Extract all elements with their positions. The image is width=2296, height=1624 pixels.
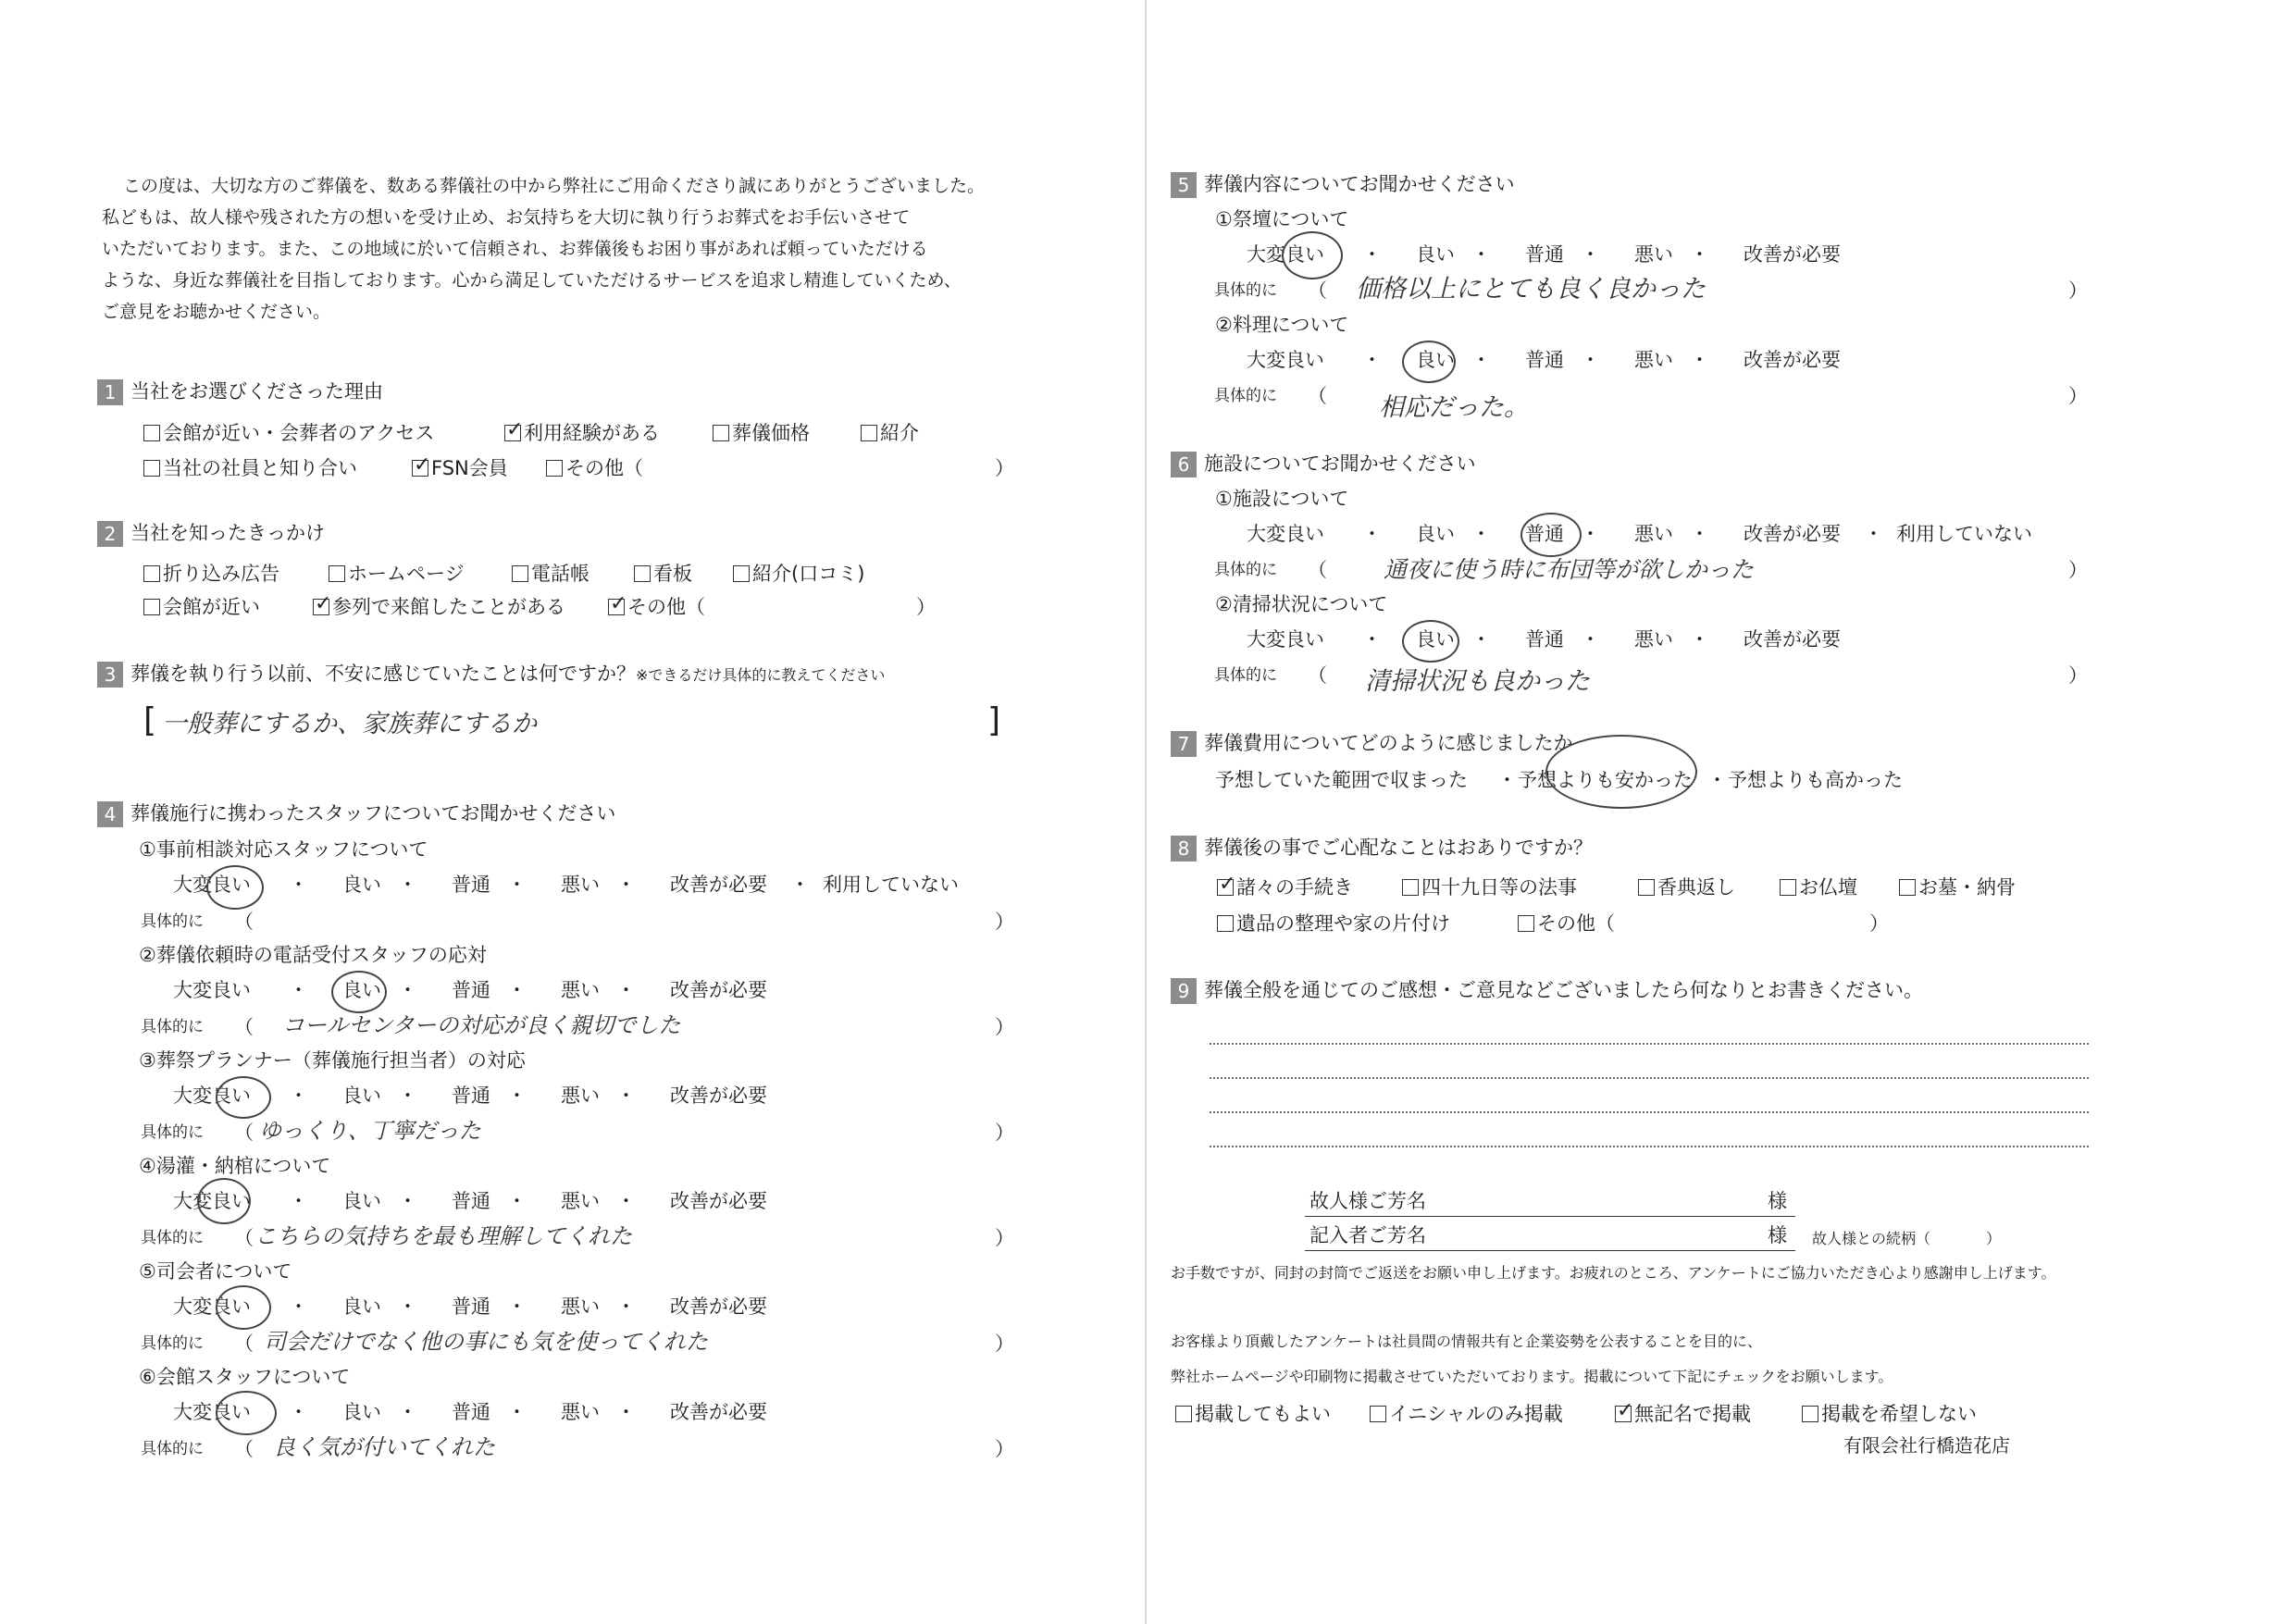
right-page [1171, 0, 2096, 1624]
open-paren: （ [234, 1016, 254, 1038]
q2-option-word-of-mouth[interactable]: 紹介(口コミ) [733, 559, 864, 587]
deceased-name-label: 故人様ご芳名 [1309, 1190, 1426, 1212]
close-paren: ） [995, 457, 1014, 479]
handwritten-answer[interactable]: 清掃状況も良かった [1365, 667, 1590, 696]
q3-heading [97, 662, 885, 688]
intro-line: ような、身近な葬儀社を目指しております。心から満足していただけるサービスを追求し精進していくため、 [102, 270, 962, 291]
checkbox-icon[interactable] [1780, 879, 1796, 896]
q3-note: ※できるだけ具体的に教えてください [636, 666, 886, 684]
q7-option-in-range: 予想していた範囲で収まった [1215, 769, 1468, 791]
close-paren: ） [1869, 912, 1889, 935]
return-note: お手数ですが、同封の封筒でご返送をお願い申し上げます。お疲れのところ、アンケートにご協力いただき心より感謝申し上げます。 [1171, 1264, 2056, 1282]
q2-option-near-hall[interactable]: 会館が近い [143, 592, 260, 620]
q8-heading [1171, 836, 1593, 862]
handwritten-answer[interactable]: 司会だけでなく他の事にも気を使ってくれた [264, 1329, 708, 1355]
close-paren: ） [995, 1016, 1014, 1038]
rating-row[interactable]: 大変良い ・ 良い ・ 普通 ・ 悪い ・ 改善が必要 ・ 利用していない [1247, 523, 2032, 545]
underline [1712, 1250, 1795, 1251]
left-page [97, 0, 1041, 1624]
handwritten-answer[interactable]: こちらの気持ちを最も理解してくれた [254, 1223, 632, 1249]
close-paren: ） [916, 596, 936, 618]
detail-label: 具体的に [141, 1440, 204, 1458]
rating-row[interactable]: 大変良い ・ 良い ・ 普通 ・ 悪い ・ 改善が必要 [1247, 243, 1841, 266]
q2-option-other[interactable]: ✓ その他（ [608, 592, 705, 620]
comment-line[interactable] [1210, 1146, 2089, 1147]
publish-note-1: お客様より頂戴したアンケートは社員間の情報共有と企業姿勢を公表することを目的に、 [1171, 1333, 1763, 1350]
writer-name-line[interactable] [1305, 1250, 1721, 1251]
page-fold [1145, 0, 1147, 1624]
deceased-name-line[interactable] [1305, 1216, 1721, 1217]
selection-circle [1402, 341, 1456, 383]
q5-number: 5 [1171, 172, 1197, 198]
publish-option-allow[interactable]: 掲載してもよい [1175, 1399, 1331, 1427]
q8-number: 8 [1171, 836, 1197, 862]
writer-name-label: 記入者ご芳名 [1309, 1224, 1426, 1246]
q4-number: 4 [97, 801, 123, 827]
detail-label: 具体的に [141, 1334, 204, 1353]
underline [1712, 1216, 1795, 1217]
q1-option-access[interactable]: 会館が近い・会葬者のアクセス [143, 418, 434, 446]
q4-item-label: ⑤司会者について [139, 1260, 292, 1283]
q1-option-experience[interactable]: ✓ 利用経験がある [504, 418, 660, 446]
checkbox-icon[interactable] [1638, 879, 1655, 896]
checkbox-icon[interactable] [143, 460, 160, 477]
checkbox-checked-icon[interactable] [1217, 879, 1234, 896]
checkbox-icon[interactable] [143, 425, 160, 441]
q4-item-label: ①事前相談対応スタッフについて [139, 838, 428, 861]
open-paren: （ [234, 1227, 254, 1249]
q7-options[interactable]: 予想していた範囲で収まった ・予想よりも安かった ・予想よりも高かった [1215, 769, 1903, 791]
checkbox-icon[interactable] [1370, 1406, 1386, 1422]
q3-handwritten-answer[interactable]: 一般葬にするか、家族葬にするか [162, 710, 537, 738]
close-paren: ） [2068, 279, 2088, 302]
q2-option-flyer[interactable]: 折り込み広告 [143, 559, 279, 587]
q8-option-return-gift[interactable]: 香典返し [1638, 873, 1735, 900]
open-paren: （ [234, 1438, 254, 1460]
open-paren: （ [234, 911, 254, 933]
q2-option-attended[interactable]: ✓ 参列で来館したことがある [313, 592, 565, 620]
comment-line[interactable] [1210, 1043, 2089, 1045]
q7-number: 7 [1171, 731, 1197, 757]
q8-option-grave[interactable]: お墓・納骨 [1899, 873, 2016, 900]
publish-option-anonymous[interactable]: ✓ 無記名で掲載 [1615, 1399, 1751, 1427]
q4-item-label: ③葬祭プランナー（葬儀施行担当者）の対応 [139, 1049, 526, 1072]
rating-row[interactable]: 大変良い ・ 良い ・ 普通 ・ 悪い ・ 改善が必要 [173, 979, 767, 1001]
open-paren: （ [1308, 279, 1327, 302]
q8-option-procedures[interactable]: ✓諸々の手続き [1217, 873, 1353, 900]
q1-option-fsn[interactable]: ✓ FSN会員 [412, 453, 508, 481]
open-paren: （ [1308, 385, 1327, 407]
q1-option-price[interactable]: 葬儀価格 [713, 418, 810, 446]
publish-option-initials[interactable]: イニシャルのみ掲載 [1370, 1399, 1563, 1427]
rating-row[interactable]: 大変良い ・ 良い ・ 普通 ・ 悪い ・ 改善が必要 [1247, 628, 1841, 651]
sama-label: 様 [1768, 1190, 1787, 1212]
handwritten-answer[interactable]: 相応だった。 [1379, 393, 1529, 422]
close-paren: ） [995, 1438, 1014, 1460]
selection-circle [216, 1391, 277, 1435]
rating-row[interactable]: 大変良い ・ 良い ・ 普通 ・ 悪い ・ 改善が必要 ・ 利用していない [173, 874, 959, 896]
checkbox-icon[interactable] [143, 599, 160, 615]
selection-circle [1282, 231, 1343, 279]
q2-title: 当社を知ったきっかけ [130, 522, 325, 544]
q4-item-label: ④湯灌・納棺について [139, 1155, 331, 1177]
handwritten-answer[interactable]: 良く気が付いてくれた [273, 1434, 495, 1460]
open-paren: （ [234, 1333, 254, 1355]
detail-label: 具体的に [141, 1018, 204, 1036]
q7-title: 葬儀費用についてどのように感じましたか [1204, 732, 1573, 754]
detail-label: 具体的に [1214, 561, 1277, 579]
open-paren: （ [234, 1122, 254, 1144]
q5-item-label: ②料理について [1215, 314, 1349, 336]
q1-number: 1 [97, 379, 123, 405]
detail-label: 具体的に [1214, 387, 1277, 405]
q7-option-expensive: 予想よりも高かった [1728, 769, 1903, 791]
checkbox-icon[interactable] [1217, 915, 1234, 932]
handwritten-answer[interactable]: コールセンターの対応が良く親切でした [282, 1012, 681, 1038]
q6-number: 6 [1171, 452, 1197, 477]
close-paren: ） [995, 911, 1014, 933]
intro-line: この度は、大切な方のご葬儀を、数ある葬儀社の中から弊社にご用命くださり誠にありがとうございました。 [123, 176, 986, 196]
q1-option-referral[interactable]: 紹介 [861, 418, 919, 446]
q4-heading [97, 801, 615, 827]
q2-heading [97, 521, 325, 547]
q8-title: 葬儀後の事でご心配なことはおありですか？ [1204, 837, 1593, 859]
handwritten-answer[interactable]: 通夜に使う時に布団等が欲しかった [1384, 556, 1755, 583]
checkbox-icon[interactable] [861, 425, 877, 441]
open-paren: （ [1308, 664, 1327, 687]
q4-item-label: ②葬儀依頼時の電話受付スタッフの応対 [139, 944, 487, 966]
company-name: 有限会社行橋造花店 [1843, 1434, 2010, 1457]
detail-label: 具体的に [1214, 666, 1277, 685]
intro-line: いただいております。また、この地域に於いて信頼され、お葬儀後もお困り事があれば頼っていただける [102, 239, 928, 259]
selection-circle [197, 1178, 251, 1224]
selection-circle [1545, 735, 1697, 809]
intro-line: 私どもは、故人様や残された方の想いを受け止め、お気持ちを大切に執り行うお葬式をお手伝いさせて [102, 207, 911, 228]
sama-label: 様 [1768, 1224, 1787, 1246]
detail-label: 具体的に [141, 1123, 204, 1142]
q2-option-homepage[interactable]: ホームページ [329, 559, 465, 587]
q2-number: 2 [97, 521, 123, 547]
detail-label: 具体的に [1214, 281, 1277, 300]
close-paren: ） [2068, 559, 2088, 581]
handwritten-answer[interactable]: 価格以上にとても良く良かった [1356, 275, 1706, 304]
detail-label: 具体的に [141, 1229, 204, 1247]
checkbox-icon[interactable] [713, 425, 729, 441]
checkbox-icon[interactable] [1518, 915, 1534, 932]
checkbox-icon[interactable] [1899, 879, 1916, 896]
checkbox-icon[interactable] [1802, 1406, 1818, 1422]
q1-heading [97, 379, 383, 405]
q6-item-label: ②清掃状況について [1215, 593, 1388, 615]
q5-item-label: ①祭壇について [1215, 208, 1349, 230]
close-paren: ） [2068, 664, 2088, 687]
checkbox-icon[interactable] [546, 460, 563, 477]
q2-option-phonebook[interactable]: 電話帳 [512, 559, 590, 587]
publish-option-decline[interactable]: 掲載を希望しない [1802, 1399, 1977, 1427]
q8-option-memorial[interactable]: 四十九日等の法事 [1402, 873, 1577, 900]
q6-title: 施設についてお聞かせください [1204, 452, 1476, 475]
rating-row[interactable]: 大変良い ・ 良い ・ 普通 ・ 悪い ・ 改善が必要 [173, 1295, 767, 1318]
q1-title: 当社をお選びくださった理由 [130, 380, 383, 403]
handwritten-answer[interactable]: ゆっくり、丁寧だった [259, 1118, 481, 1144]
publish-note-2: 弊社ホームページや印刷物に掲載させていただいております。掲載について下記にチェックをお願いします。 [1171, 1368, 1893, 1385]
q2-option-signboard[interactable]: 看板 [634, 559, 692, 587]
comment-line[interactable] [1210, 1077, 2089, 1079]
q8-option-belongings[interactable]: 遺品の整理や家の片付け [1217, 909, 1450, 936]
q4-title: 葬儀施行に携わったスタッフについてお聞かせください [130, 802, 616, 824]
selection-circle [216, 1285, 271, 1330]
q5-heading [1171, 172, 1515, 198]
selection-circle [1520, 513, 1582, 557]
selection-circle [206, 865, 264, 910]
q8-option-altar[interactable]: お仏壇 [1780, 873, 1857, 900]
checkbox-icon[interactable] [1402, 879, 1419, 896]
checkbox-icon[interactable] [634, 565, 651, 582]
q3-number: 3 [97, 662, 123, 688]
rating-row[interactable]: 大変良い ・ 良い ・ 普通 ・ 悪い ・ 改善が必要 [1247, 349, 1841, 371]
q1-option-acquaintance[interactable]: 当社の社員と知り合い [143, 453, 357, 481]
q7-heading [1171, 731, 1573, 757]
checkbox-checked-icon[interactable] [412, 460, 428, 477]
q5-title: 葬儀内容についてお聞かせください [1204, 173, 1515, 195]
selection-circle [1402, 620, 1459, 663]
q8-option-other[interactable]: その他（ [1518, 909, 1615, 936]
q9-heading [1171, 978, 1923, 1004]
detail-label: 具体的に [141, 912, 204, 931]
q4-item-label: ⑥会館スタッフについて [139, 1366, 351, 1388]
comment-line[interactable] [1210, 1111, 2089, 1113]
close-paren: ） [995, 1227, 1014, 1249]
checkbox-icon[interactable] [329, 565, 345, 582]
open-bracket: [ [143, 701, 157, 739]
checkbox-checked-icon[interactable] [313, 599, 329, 615]
q6-item-label: ①施設について [1215, 488, 1349, 510]
checkbox-icon[interactable] [143, 565, 160, 582]
close-paren: ） [995, 1333, 1014, 1355]
checkbox-checked-icon[interactable] [1615, 1406, 1632, 1422]
close-paren: ） [2068, 385, 2088, 407]
checkbox-checked-icon[interactable] [608, 599, 625, 615]
relation-label: 故人様との続柄（ ） [1812, 1230, 2002, 1247]
q9-number: 9 [1171, 978, 1197, 1004]
checkbox-checked-icon[interactable] [504, 425, 521, 441]
q1-option-other[interactable]: その他（ [546, 453, 643, 481]
q6-heading [1171, 452, 1476, 477]
open-paren: （ [1308, 559, 1327, 581]
q7-option-cheaper: 予想よりも安かった [1518, 769, 1693, 791]
q9-title: 葬儀全般を通じてのご感想・ご意見などございましたら何なりとお書きください。 [1204, 979, 1923, 1001]
rating-row[interactable]: 大変良い ・ 良い ・ 普通 ・ 悪い ・ 改善が必要 [173, 1190, 767, 1212]
checkbox-icon[interactable] [1175, 1406, 1192, 1422]
close-bracket: ] [987, 701, 1001, 739]
q3-title: 葬儀を執り行う以前、不安に感じていたことは何ですか？ [130, 663, 636, 685]
intro-line: ご意見をお聴かせください。 [102, 302, 331, 322]
close-paren: ） [995, 1122, 1014, 1144]
rating-row[interactable]: 大変良い ・ 良い ・ 普通 ・ 悪い ・ 改善が必要 [173, 1401, 767, 1423]
rating-row[interactable]: 大変良い ・ 良い ・ 普通 ・ 悪い ・ 改善が必要 [173, 1085, 767, 1107]
checkbox-icon[interactable] [512, 565, 528, 582]
checkbox-icon[interactable] [733, 565, 750, 582]
